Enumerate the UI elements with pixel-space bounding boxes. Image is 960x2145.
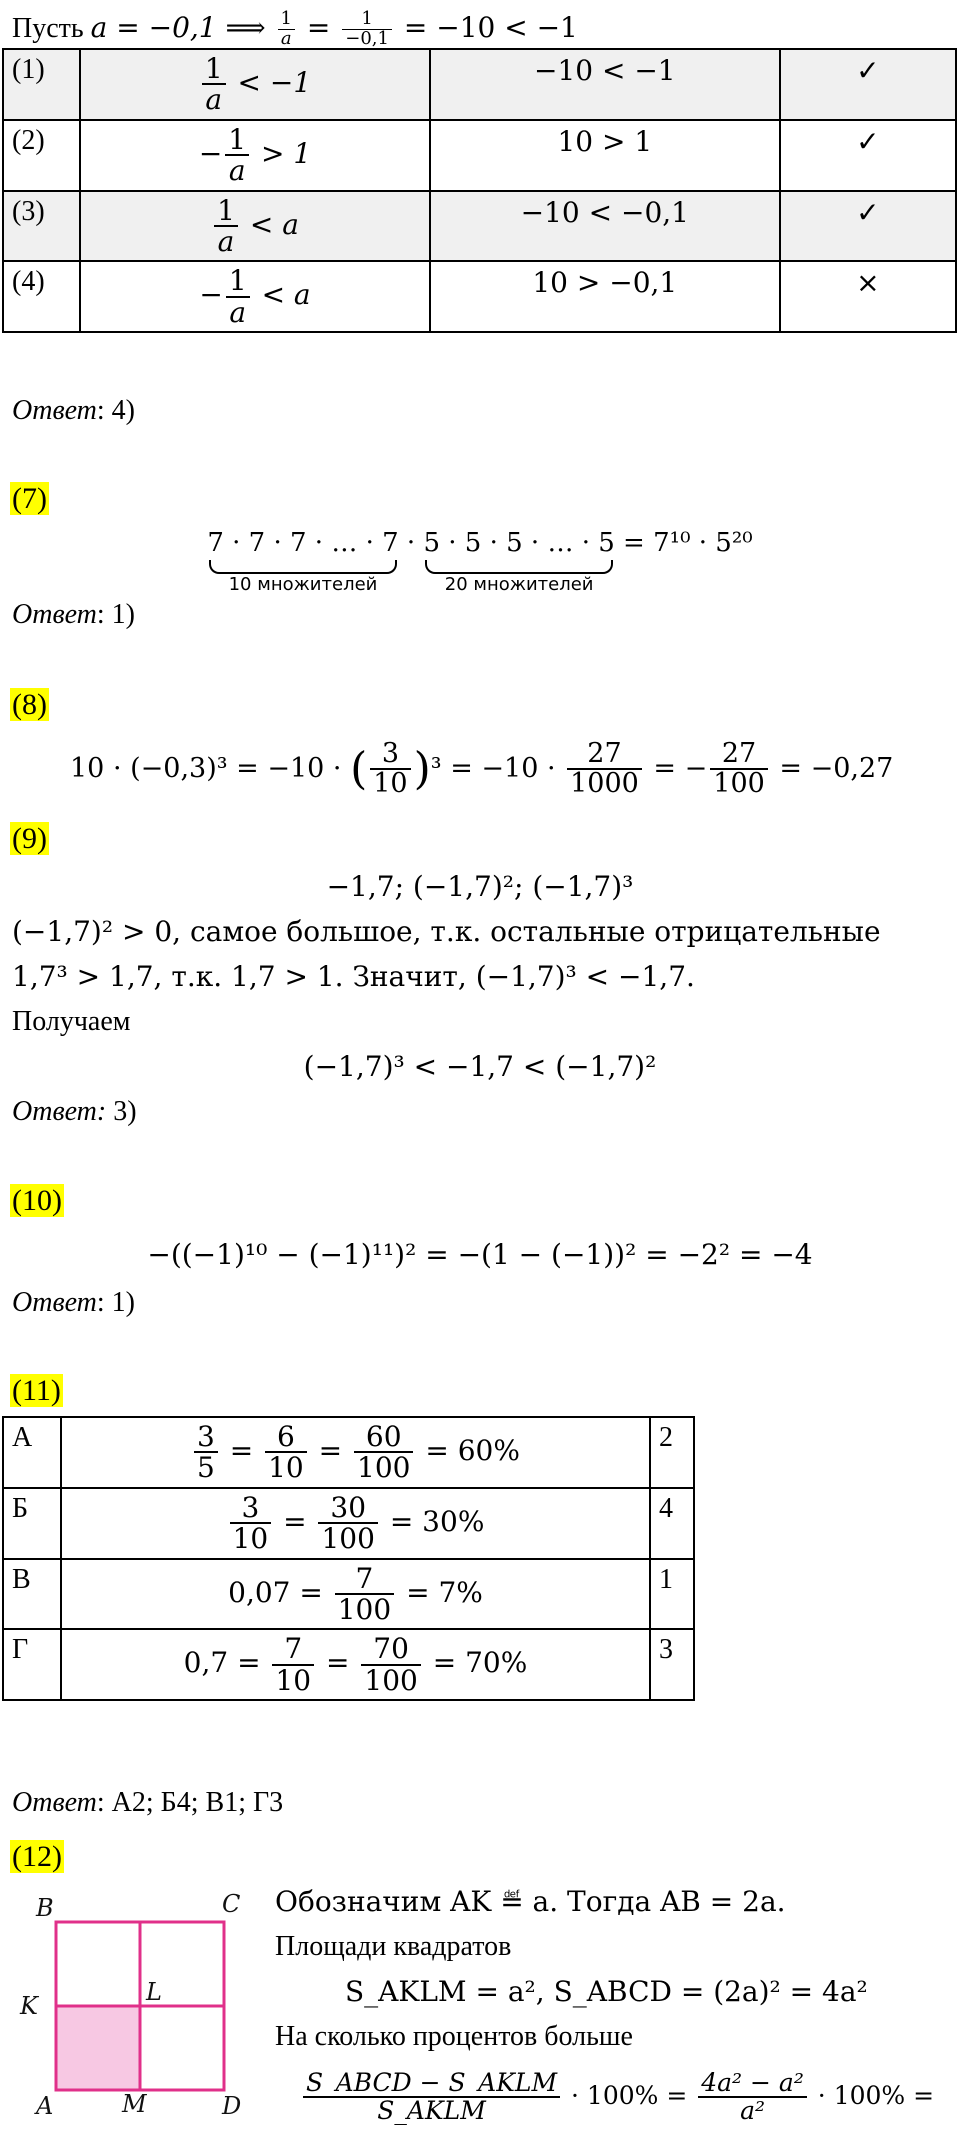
answer-10: Ответ: 1) (12, 1287, 135, 1318)
check-cell: −10 < −0,1 (430, 191, 780, 262)
question-11-label: (11) (12, 1374, 61, 1407)
q8-frac-3: $\frac{27}{100}$ (710, 740, 768, 799)
vertex-d: D (222, 2092, 242, 2120)
vertex-a: A (36, 2092, 54, 2120)
question-10-label: (10) (12, 1184, 62, 1217)
percent-fraction: $\frac{3}{5}$ (194, 1422, 218, 1483)
mark-cell: ✓ (780, 120, 956, 191)
answer-6: Ответ: 4) (12, 395, 135, 426)
question-9-label: (9) (12, 822, 47, 855)
q7-brace-1: 7 · 7 · 7 · … · 7 10 множителей (207, 528, 399, 595)
intro-result: = −10 < −1 (394, 10, 578, 44)
check-cell: −10 < −1 (430, 49, 780, 120)
row-number: (4) (3, 261, 80, 332)
question-12-label: (12) (12, 1840, 62, 1873)
inequality-fraction: $\frac{1}{a}$ (202, 54, 226, 115)
intro-line (12, 10, 578, 49)
table-row (3, 49, 956, 120)
squares-figure (14, 1882, 264, 2142)
vertex-b: B (36, 1894, 54, 1922)
row-number: (2) (3, 120, 80, 191)
answer-cell: 1 (650, 1559, 694, 1630)
vertex-l: L (146, 1978, 162, 2006)
inequality-cell: $\frac{1}{a}$ < −1 (80, 49, 430, 120)
table-row (3, 1417, 694, 1488)
fraction-cell: $\frac{3}{5}$ = $\frac{6}{10}$ = $\frac{60}{100}$ = 60% (61, 1417, 650, 1488)
answer-cell: 2 (650, 1417, 694, 1488)
check-cell: 10 > −0,1 (430, 261, 780, 332)
row-letter: Г (3, 1629, 61, 1700)
table-row (3, 1629, 694, 1700)
small-square-fill (56, 2006, 140, 2090)
intro-frac-2: $\frac{1}{-0,1}$ (342, 10, 392, 49)
q12-line-2: Площади квадратов (275, 1931, 512, 1962)
percent-fraction: $\frac{7}{10}$ (272, 1634, 314, 1695)
q8-expression: 10 · (−0,3)³ = −10 · ( $\frac{3}{10}$ )³ = −10 · $\frac{27}{1000}$ = − $\frac{27}{100}$ = −0,27 (70, 738, 894, 800)
inequality-fraction: $\frac{1}{a}$ (226, 266, 250, 327)
q8-frac-1: $\frac{3}{10}$ (370, 740, 410, 799)
inequality-table (2, 48, 957, 333)
intro-eq: = (298, 10, 340, 44)
mark-cell: × (780, 261, 956, 332)
percent-fraction: $\frac{3}{10}$ (230, 1493, 272, 1554)
percent-fraction: $\frac{30}{100}$ (318, 1493, 377, 1554)
q12-line-1: Обозначим AK ≝ a. Тогда AB = 2a. (275, 1885, 786, 1918)
inequality-cell: $\frac{1}{a}$ < a (80, 191, 430, 262)
inequality-fraction: $\frac{1}{a}$ (225, 125, 249, 186)
vertex-c: C (222, 1890, 241, 1918)
q12-line-3: S_AKLM = a², S_ABCD = (2a)² = 4a² (345, 1975, 868, 2008)
q12-formula: $\frac{\text{S\_ABCD − S\_AKLM}}{\text{S\_AKLM}}$ · 100% = $\frac{\text{4a² − a²}}{\text{a²}}$ · 100% = (300, 2070, 934, 2125)
percent-table (2, 1416, 695, 1701)
inequality-fraction: $\frac{1}{a}$ (214, 196, 238, 257)
q9-inequality: (−1,7)³ < −1,7 < (−1,7)² (303, 1050, 657, 1083)
inequality-cell: − $\frac{1}{a}$ < a (80, 261, 430, 332)
percent-fraction: $\frac{60}{100}$ (354, 1422, 413, 1483)
table-row (3, 191, 956, 262)
mark-cell: ✓ (780, 49, 956, 120)
fraction-cell: 0,07 = $\frac{7}{100}$ = 7% (61, 1559, 650, 1630)
vertex-k: K (20, 1992, 38, 2020)
q8-frac-2: $\frac{27}{1000}$ (567, 740, 642, 799)
mark-cell: ✓ (780, 191, 956, 262)
question-7-label: (7) (12, 482, 47, 515)
row-letter: А (3, 1417, 61, 1488)
q7-expression: 7 · 7 · 7 · … · 7 10 множителей · 5 · 5 · 5 · … · 5 20 множителей = 7¹⁰ · 5²⁰ (207, 528, 753, 595)
answer-9: Ответ: 3) (12, 1096, 137, 1127)
table-row (3, 1559, 694, 1630)
intro-prefix: Пусть (12, 12, 91, 44)
inequality-cell: − $\frac{1}{a}$ > 1 (80, 120, 430, 191)
question-8-label: (8) (12, 688, 47, 721)
answer-7: Ответ: 1) (12, 599, 135, 630)
answer-cell: 4 (650, 1488, 694, 1559)
fraction-cell: $\frac{3}{10}$ = $\frac{30}{100}$ = 30% (61, 1488, 650, 1559)
intro-a-eq: a = −0,1 ⟹ (90, 10, 275, 44)
vertex-m: M (122, 2090, 147, 2118)
answer-cell: 3 (650, 1629, 694, 1700)
q12-frac-2: $\frac{\text{4a² − a²}}{\text{a²}}$ (698, 2070, 807, 2125)
q12-frac-1: $\frac{\text{S\_ABCD − S\_AKLM}}{\text{S\_AKLM}}$ (303, 2070, 560, 2125)
q9-line-1: (−1,7)² > 0, самое большое, т.к. остальные отрицательные (12, 915, 881, 948)
row-number: (3) (3, 191, 80, 262)
q9-line-3: Получаем (12, 1006, 131, 1037)
percent-fraction: $\frac{6}{10}$ (265, 1422, 307, 1483)
q7-brace-2: 5 · 5 · 5 · … · 5 20 множителей (423, 528, 615, 595)
table-row (3, 120, 956, 191)
q12-line-4: На сколько процентов больше (275, 2021, 633, 2052)
table-row (3, 261, 956, 332)
check-cell: 10 > 1 (430, 120, 780, 191)
row-letter: Б (3, 1488, 61, 1559)
table-row (3, 1488, 694, 1559)
intro-frac-1: $\frac{1}{a}$ (278, 10, 295, 49)
answer-11: Ответ: А2; Б4; В1; Г3 (12, 1787, 284, 1818)
row-letter: В (3, 1559, 61, 1630)
q9-list: −1,7; (−1,7)²; (−1,7)³ (326, 870, 634, 903)
percent-fraction: $\frac{7}{100}$ (335, 1564, 394, 1625)
percent-fraction: $\frac{70}{100}$ (361, 1634, 420, 1695)
q10-expression: −((−1)¹⁰ − (−1)¹¹)² = −(1 − (−1))² = −2² = −4 (147, 1238, 813, 1271)
fraction-cell: 0,7 = $\frac{7}{10}$ = $\frac{70}{100}$ = 70% (61, 1629, 650, 1700)
row-number: (1) (3, 49, 80, 120)
q9-line-2: 1,7³ > 1,7, т.к. 1,7 > 1. Значит, (−1,7)³ < −1,7. (12, 960, 695, 993)
